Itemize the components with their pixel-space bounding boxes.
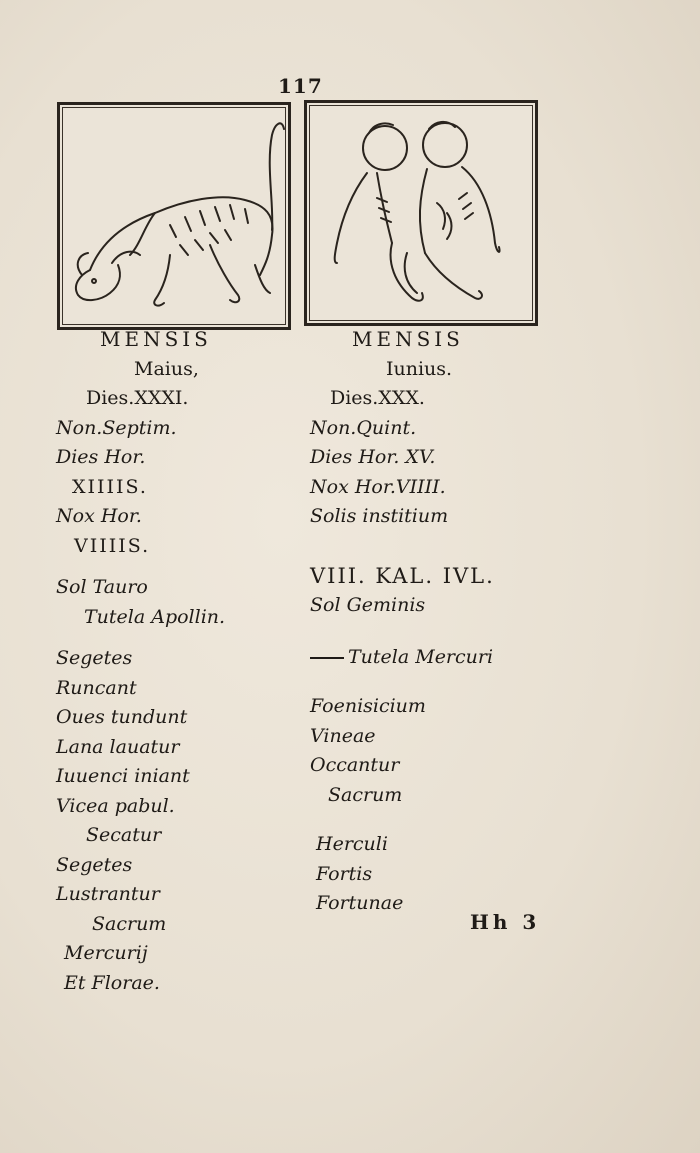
sun-sign: Sol Tauro xyxy=(56,576,148,598)
nones: Non.Quint. xyxy=(310,416,417,439)
signature-mark: Hh 3 xyxy=(470,910,541,934)
sun-sign: Sol Geminis xyxy=(310,594,426,616)
right-column xyxy=(310,325,495,919)
labor-line: Oues tundunt xyxy=(56,706,188,728)
labor-line: Secatur xyxy=(86,824,162,846)
labor-line: Vicea pabul. xyxy=(56,794,175,817)
labor-line: Occantur xyxy=(310,754,400,776)
left-column xyxy=(56,325,225,998)
tutela xyxy=(310,643,495,673)
day-hours: Dies Hor. XV. xyxy=(310,446,436,468)
tutela-text: Tutela Mercuri xyxy=(348,645,494,668)
tutela: Tutela Apollin. xyxy=(84,605,226,628)
dash-mark xyxy=(310,657,344,659)
sacrum: Sacrum xyxy=(328,783,403,806)
gemini-woodcut xyxy=(304,100,538,326)
night-hours-label: Nox Hor. xyxy=(56,505,142,527)
labor-line: Runcant xyxy=(56,676,137,699)
month-heading: MENSIS xyxy=(100,327,212,351)
deity: Et Florae. xyxy=(64,971,160,994)
month-heading: MENSIS xyxy=(352,327,464,351)
labor-line: Foenisicium xyxy=(310,695,426,717)
labor-line: Lustrantur xyxy=(56,883,160,905)
bull-icon xyxy=(60,105,288,327)
deity: Herculi xyxy=(316,833,388,855)
labor-line: Lana lauatur xyxy=(56,735,180,758)
days-count: Dies.XXXI. xyxy=(86,387,189,409)
night-hours-value: VIIIIS. xyxy=(74,534,151,557)
kalends-date: VIII. KAL. IVL. xyxy=(310,563,495,588)
nones: Non.Septim. xyxy=(56,416,177,439)
taurus-woodcut xyxy=(57,102,291,330)
month-name: Iunius. xyxy=(386,357,453,380)
solstice: Solis institium xyxy=(310,505,449,527)
day-hours-value: XIIIIS. xyxy=(72,475,148,498)
labor-line: Segetes xyxy=(56,853,133,876)
month-name: Maius, xyxy=(134,357,199,380)
labor-line: Vineae xyxy=(310,724,376,747)
page-number: 117 xyxy=(278,74,323,98)
labor-line: Iuuenci iniant xyxy=(56,765,190,787)
day-hours-label: Dies Hor. xyxy=(56,446,146,468)
deity: Mercurij xyxy=(64,942,148,964)
deity: Fortunae xyxy=(316,892,404,914)
days-count: Dies.XXX. xyxy=(330,387,425,409)
labor-line: Segetes xyxy=(56,647,133,669)
night-hours: Nox Hor.VIIII. xyxy=(310,475,446,498)
deity: Fortis xyxy=(316,862,373,885)
sacrum: Sacrum xyxy=(92,912,167,935)
twins-icon xyxy=(307,103,535,323)
